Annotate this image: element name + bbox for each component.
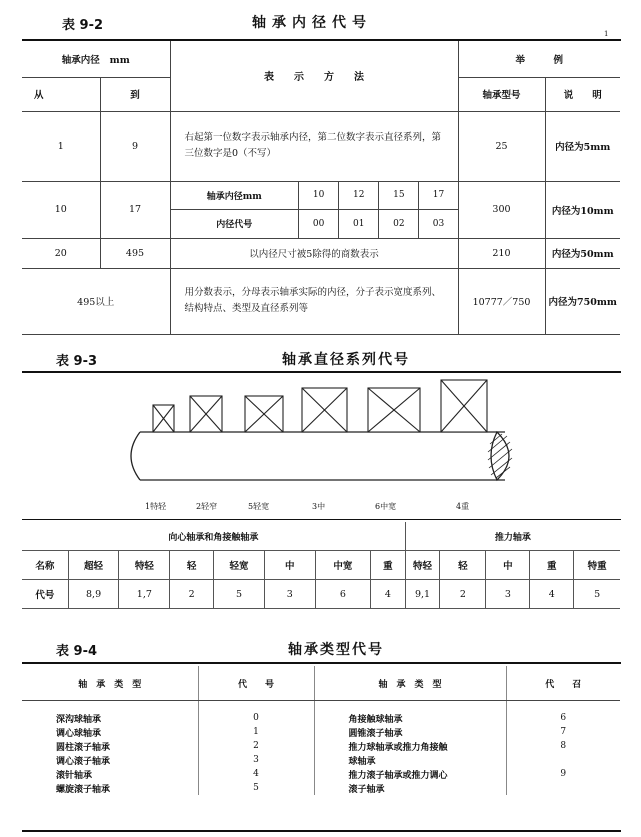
series-code: 4 — [530, 580, 574, 609]
table-9-3 — [22, 522, 620, 609]
code-right: 7 — [560, 727, 567, 737]
group-thrust: 推力轴承 — [405, 522, 620, 551]
code-left: 5 — [198, 781, 314, 795]
code-right — [506, 753, 620, 767]
row3-method: 以内径尺寸被5除得的商数表示 — [170, 238, 458, 268]
bearing-box-5 — [245, 396, 283, 432]
series-name: 中 — [486, 551, 530, 580]
header-code-1: 代 号 — [198, 666, 314, 701]
bearing-box-1 — [153, 405, 174, 432]
table-9-4-label: 表 9-4 — [56, 644, 98, 659]
type-left: 滚针轴承 — [22, 767, 198, 781]
row4-range: 495以上 — [22, 268, 170, 334]
sub-diameter: 17 — [419, 182, 458, 210]
sub-diameter: 10 — [299, 182, 339, 210]
name-label: 名称 — [22, 551, 68, 580]
code-right: 9 — [560, 769, 567, 779]
diameter-series-diagram — [0, 372, 641, 522]
row3-from: 20 — [22, 238, 100, 268]
series-code: 2 — [440, 580, 486, 609]
row4-method: 用分数表示，分母表示轴承实际的内径，分子表示宽度系列、结构特点、类型及直径系列等 — [170, 268, 458, 334]
type-left: 螺旋滚子轴承 — [22, 781, 198, 795]
series-name: 重 — [371, 551, 406, 580]
code-left: 3 — [198, 753, 314, 767]
type-left: 深沟球轴承 — [22, 701, 198, 726]
code-right: 6 — [560, 713, 567, 723]
shaft-end-hatch — [488, 432, 512, 480]
table-9-4-bottom-rule — [22, 830, 621, 832]
table-row — [22, 701, 620, 726]
series-code: 1,7 — [119, 580, 170, 609]
sub-label-code: 内径代号 — [171, 210, 299, 238]
row3-model: 210 — [458, 238, 545, 268]
series-code: 2 — [170, 580, 214, 609]
header-explanation: 说 明 — [545, 77, 620, 111]
type-left: 调心滚子轴承 — [22, 753, 198, 767]
series-name: 重 — [530, 551, 574, 580]
row3-to: 495 — [100, 238, 170, 268]
series-name: 中 — [264, 551, 315, 580]
type-right: 推力滚子轴承或推力调心 — [314, 767, 506, 781]
type-right: 球轴承 — [314, 753, 506, 767]
header-bearing-model: 轴承型号 — [458, 77, 545, 111]
series-label-3: 3中 — [312, 502, 326, 511]
bearing-box-6 — [368, 388, 420, 432]
series-name: 轻 — [170, 551, 214, 580]
row2-to: 17 — [100, 181, 170, 238]
header-type-2: 轴 承 类 型 — [314, 666, 506, 701]
type-right: 推力球轴承或推力角接触 — [314, 739, 506, 753]
table-9-4-title: 轴承类型代号 — [288, 642, 384, 658]
sub-code: 03 — [419, 210, 458, 238]
table-9-3-mid-rule — [22, 519, 621, 520]
row2-from: 10 — [22, 181, 100, 238]
type-right: 滚子轴承 — [314, 781, 506, 795]
diameter-code-subtable — [171, 182, 458, 238]
row1-from: 1 — [22, 111, 100, 181]
code-left: 1 — [198, 725, 314, 739]
header-example: 举 例 — [458, 41, 620, 77]
row2-note: 内径为10mm — [545, 181, 620, 238]
table-9-2 — [22, 41, 620, 335]
code-right: 8 — [560, 741, 567, 751]
series-name: 轻 — [440, 551, 486, 580]
type-left: 圆柱滚子轴承 — [22, 739, 198, 753]
series-name: 特轻 — [119, 551, 170, 580]
series-name: 特重 — [574, 551, 620, 580]
series-code: 5 — [574, 580, 620, 609]
table-9-3-label: 表 9-3 — [56, 354, 98, 369]
code-left: 4 — [198, 767, 314, 781]
code-left: 0 — [198, 701, 314, 726]
series-name: 轻宽 — [214, 551, 265, 580]
sub-code: 01 — [339, 210, 379, 238]
row1-to: 9 — [100, 111, 170, 181]
row2-model: 300 — [458, 181, 545, 238]
header-method: 表 示 方 法 — [170, 41, 458, 111]
sub-diameter: 12 — [339, 182, 379, 210]
code-left: 2 — [198, 739, 314, 753]
series-code: 9,1 — [405, 580, 440, 609]
row3-note: 内径为50mm — [545, 238, 620, 268]
sub-code: 02 — [379, 210, 419, 238]
table-9-2-title: 轴承内径代号 — [252, 15, 372, 31]
series-code: 6 — [315, 580, 370, 609]
sub-diameter: 15 — [379, 182, 419, 210]
page-number: 1 — [604, 30, 609, 38]
series-code: 5 — [214, 580, 265, 609]
series-label-1: 1特轻 — [145, 502, 167, 511]
series-label-4: 4重 — [456, 502, 470, 511]
header-to: 到 — [100, 77, 170, 111]
bearing-box-4 — [441, 380, 487, 432]
row1-method: 右起第一位数字表示轴承内径，第二位数字表示直径系列，第三位数字是0（不写） — [170, 111, 458, 181]
series-code: 8,9 — [68, 580, 119, 609]
bearing-box-2 — [190, 396, 222, 432]
row2-method-subtable — [170, 181, 458, 238]
table-row — [22, 781, 620, 795]
series-name: 中宽 — [315, 551, 370, 580]
row4-note: 内径为750mm — [545, 268, 620, 334]
series-code: 3 — [264, 580, 315, 609]
series-label-6: 6中宽 — [375, 502, 397, 511]
row1-note: 内径为5mm — [545, 111, 620, 181]
code-label: 代号 — [22, 580, 68, 609]
codes-row — [22, 580, 620, 609]
type-right: 角接触球轴承 — [314, 701, 506, 726]
table-row — [22, 753, 620, 767]
sub-code: 00 — [299, 210, 339, 238]
type-right: 圆锥滚子轴承 — [314, 725, 506, 739]
series-label-5: 5轻宽 — [248, 502, 270, 511]
table-row — [22, 725, 620, 739]
group-radial: 向心轴承和角接触轴承 — [22, 522, 405, 551]
series-name: 超轻 — [68, 551, 119, 580]
series-code: 3 — [486, 580, 530, 609]
type-left: 调心球轴承 — [22, 725, 198, 739]
row1-model: 25 — [458, 111, 545, 181]
sub-label-diameter: 轴承内径mm — [171, 182, 299, 210]
series-name: 特轻 — [405, 551, 440, 580]
header-type-1: 轴 承 类 型 — [22, 666, 198, 701]
table-9-4 — [22, 666, 620, 795]
table-row — [22, 767, 620, 781]
names-row — [22, 551, 620, 580]
header-code-2: 代 召 — [506, 666, 620, 701]
shaft-outline — [131, 432, 505, 480]
table-9-4-top-rule — [22, 662, 621, 664]
table-row — [22, 739, 620, 753]
header-from: 从 — [22, 77, 100, 111]
header-inner-diameter: 轴承内径 mm — [22, 41, 170, 77]
series-code: 4 — [371, 580, 406, 609]
row4-model: 10777／750 — [458, 268, 545, 334]
bearing-box-3 — [302, 388, 347, 432]
table-9-3-title: 轴承直径系列代号 — [282, 352, 410, 368]
code-right — [506, 781, 620, 795]
table-9-2-label: 表 9-2 — [62, 18, 104, 33]
series-label-2: 2轻窄 — [196, 502, 218, 511]
